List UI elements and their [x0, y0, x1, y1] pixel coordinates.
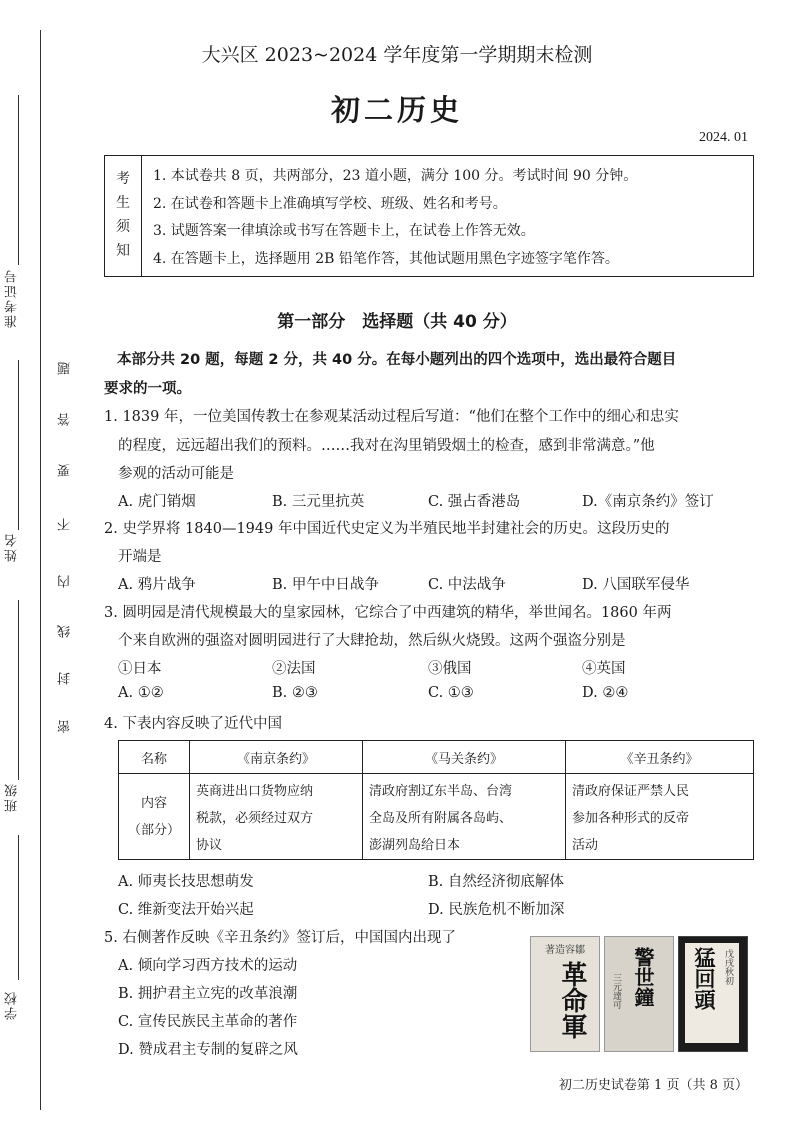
q5-option-c[interactable]: C. 宣传民族民主革命的著作 — [118, 1014, 298, 1030]
notice-box — [104, 155, 754, 277]
q2-option-b[interactable]: B. 甲午中日战争 — [272, 577, 379, 593]
table-cell-line: 全岛及所有附属各岛屿、 — [369, 811, 513, 826]
class-label: 班级 — [5, 782, 20, 812]
question-3-text: 个来自欧洲的强盗对圆明园进行了大肆抢劫，然后纵火烧毁。这两个强盗分别是 — [118, 633, 626, 649]
table-row-label-line: （部分） — [127, 822, 180, 838]
notice-label-char: 知 — [116, 243, 130, 259]
question-2-text: 开端是 — [118, 549, 162, 565]
q2-option-a[interactable]: A. 鸦片战争 — [118, 577, 196, 593]
notice-line: 1. 本试卷共 8 页，共两部分，23 道小题，满分 100 分。考试时间 90 分钟。 — [153, 168, 638, 184]
q5-option-b[interactable]: B. 拥护君主立宪的改革浪潮 — [118, 986, 298, 1002]
book-image-sudden-awakening — [678, 936, 748, 1052]
question-4-text: 4. 下表内容反映了近代中国 — [104, 716, 282, 732]
table-cell — [566, 774, 754, 860]
table-header-cell: 名称 — [119, 741, 190, 774]
table-header-cell: 《辛丑条约》 — [566, 741, 754, 774]
school-label: 学校 — [5, 990, 20, 1020]
table-cell — [363, 774, 566, 860]
notice-line: 2. 在试卷和答题卡上准确填写学校、班级、姓名和考号。 — [153, 196, 507, 212]
seal-char: 不 — [58, 518, 73, 531]
question-1-text: 的程度，远远超出我们的预料。……我对在沟里销毁烟土的检查，感到非常满意。”他 — [118, 438, 655, 454]
q3-option-d[interactable]: D. ②④ — [582, 685, 629, 701]
notice-line: 3. 试题答案一律填涂或书写在答题卡上，在试卷上作答无效。 — [153, 223, 535, 239]
table-header-cell: 《马关条约》 — [363, 741, 566, 774]
seal-char: 内 — [58, 575, 73, 588]
section-title: 第一部分 选择题（共 40 分） — [277, 312, 517, 332]
q4-option-d[interactable]: D. 民族危机不断加深 — [428, 902, 565, 918]
table-cell-line: 参加各种形式的反帝 — [572, 811, 690, 826]
q1-option-c[interactable]: C. 强占香港岛 — [428, 494, 521, 510]
seal-char: 答 — [58, 413, 73, 426]
book-image-revolutionary-army — [530, 936, 600, 1052]
book-side-text: 著造容鄒 — [545, 945, 585, 956]
table-cell — [190, 774, 363, 860]
notice-label-char: 考 — [116, 171, 130, 187]
book-side-text: 三元達可 — [611, 973, 621, 1009]
q3-item: ④英国 — [582, 661, 626, 677]
book-image-warning-bell — [604, 936, 674, 1052]
question-5-text: 5. 右侧著作反映《辛丑条约》签订后，中国国内出现了 — [104, 930, 456, 946]
table-cell-line: 澎湖列岛给日本 — [369, 838, 461, 853]
question-2-text: 2. 史学界将 1840—1949 年中国近代史定义为半殖民地半封建社会的历史。这段历史的 — [104, 521, 670, 537]
table-header-cell: 《南京条约》 — [190, 741, 363, 774]
q1-option-d[interactable]: D.《南京条约》签订 — [582, 494, 714, 510]
q3-option-b[interactable]: B. ②③ — [272, 685, 318, 701]
notice-label — [105, 156, 142, 276]
section-intro: 要求的一项。 — [104, 381, 191, 397]
question-1-text: 1. 1839 年，一位美国传教士在参观某活动过程后写道：“他们在整个工作中的细心和忠实 — [104, 409, 679, 425]
book-title: 猛回頭 — [692, 947, 717, 1010]
name-label: 姓名 — [5, 532, 20, 562]
q5-option-d[interactable]: D. 赞成君主专制的复辟之风 — [118, 1042, 298, 1058]
question-1-text: 参观的活动可能是 — [118, 466, 234, 482]
q4-option-b[interactable]: B. 自然经济彻底解体 — [428, 874, 564, 890]
q3-item: ①日本 — [118, 661, 162, 677]
q1-option-a[interactable]: A. 虎门销烟 — [118, 494, 196, 510]
q3-item: ②法国 — [272, 661, 316, 677]
q4-option-a[interactable]: A. 师夷长技思想萌发 — [118, 874, 254, 890]
page-footer: 初二历史试卷第 1 页（共 8 页） — [558, 1078, 748, 1093]
table-cell-line: 协议 — [196, 838, 223, 853]
table-cell-line: 英商进出口货物应纳 — [196, 784, 314, 799]
seal-char: 封 — [58, 672, 73, 685]
admission-number-label: 准考证号 — [5, 268, 20, 328]
section-intro: 本部分共 20 题，每题 2 分，共 40 分。在每小题列出的四个选项中，选出最符合题目 — [117, 352, 677, 368]
seal-char: 密 — [58, 720, 73, 733]
table-cell-line: 活动 — [572, 838, 599, 853]
book-title: 革命軍 — [557, 961, 587, 1039]
q2-option-d[interactable]: D. 八国联军侵华 — [582, 577, 690, 593]
exam-title: 大兴区 2023~2024 学年度第一学期期末检测 — [201, 44, 593, 66]
exam-date: 2024. 01 — [699, 130, 748, 145]
q3-option-a[interactable]: A. ①② — [118, 685, 164, 701]
table-row-label — [119, 774, 190, 860]
table-cell-line: 清政府保证严禁人民 — [572, 784, 690, 799]
q1-option-b[interactable]: B. 三元里抗英 — [272, 494, 365, 510]
notice-label-char: 生 — [116, 195, 130, 211]
table-cell-line: 税款，必须经过双方 — [196, 811, 314, 826]
subject-title: 初二历史 — [330, 93, 463, 127]
notice-line: 4. 在答题卡上，选择题用 2B 铅笔作答，其他试题用黑色字迹签字笔作答。 — [153, 251, 619, 267]
q4-option-c[interactable]: C. 维新变法开始兴起 — [118, 902, 254, 918]
q3-option-c[interactable]: C. ①③ — [428, 685, 474, 701]
class-field[interactable] — [18, 600, 19, 780]
book-side-text: 戊戌秋初 — [723, 949, 733, 985]
question-3-text: 3. 圆明园是清代规模最大的皇家园林，它综合了中西建筑的精华，举世闻名。1860 年两 — [104, 605, 672, 621]
table-row-label-line: 内容 — [140, 795, 167, 811]
q2-option-c[interactable]: C. 中法战争 — [428, 577, 506, 593]
table-cell-line: 清政府割辽东半岛、台湾 — [369, 784, 513, 799]
treaty-table — [118, 740, 754, 860]
school-field[interactable] — [18, 835, 19, 980]
book-title: 警世鐘 — [631, 947, 655, 1007]
q3-item: ③俄国 — [428, 661, 472, 677]
notice-label-char: 须 — [116, 219, 130, 235]
q5-option-a[interactable]: A. 倾向学习西方技术的运动 — [118, 958, 298, 974]
binding-line — [40, 30, 41, 1110]
seal-char: 线 — [58, 625, 73, 638]
seal-char: 要 — [58, 464, 73, 477]
name-field[interactable] — [18, 360, 19, 530]
seal-char: 题 — [58, 362, 73, 375]
